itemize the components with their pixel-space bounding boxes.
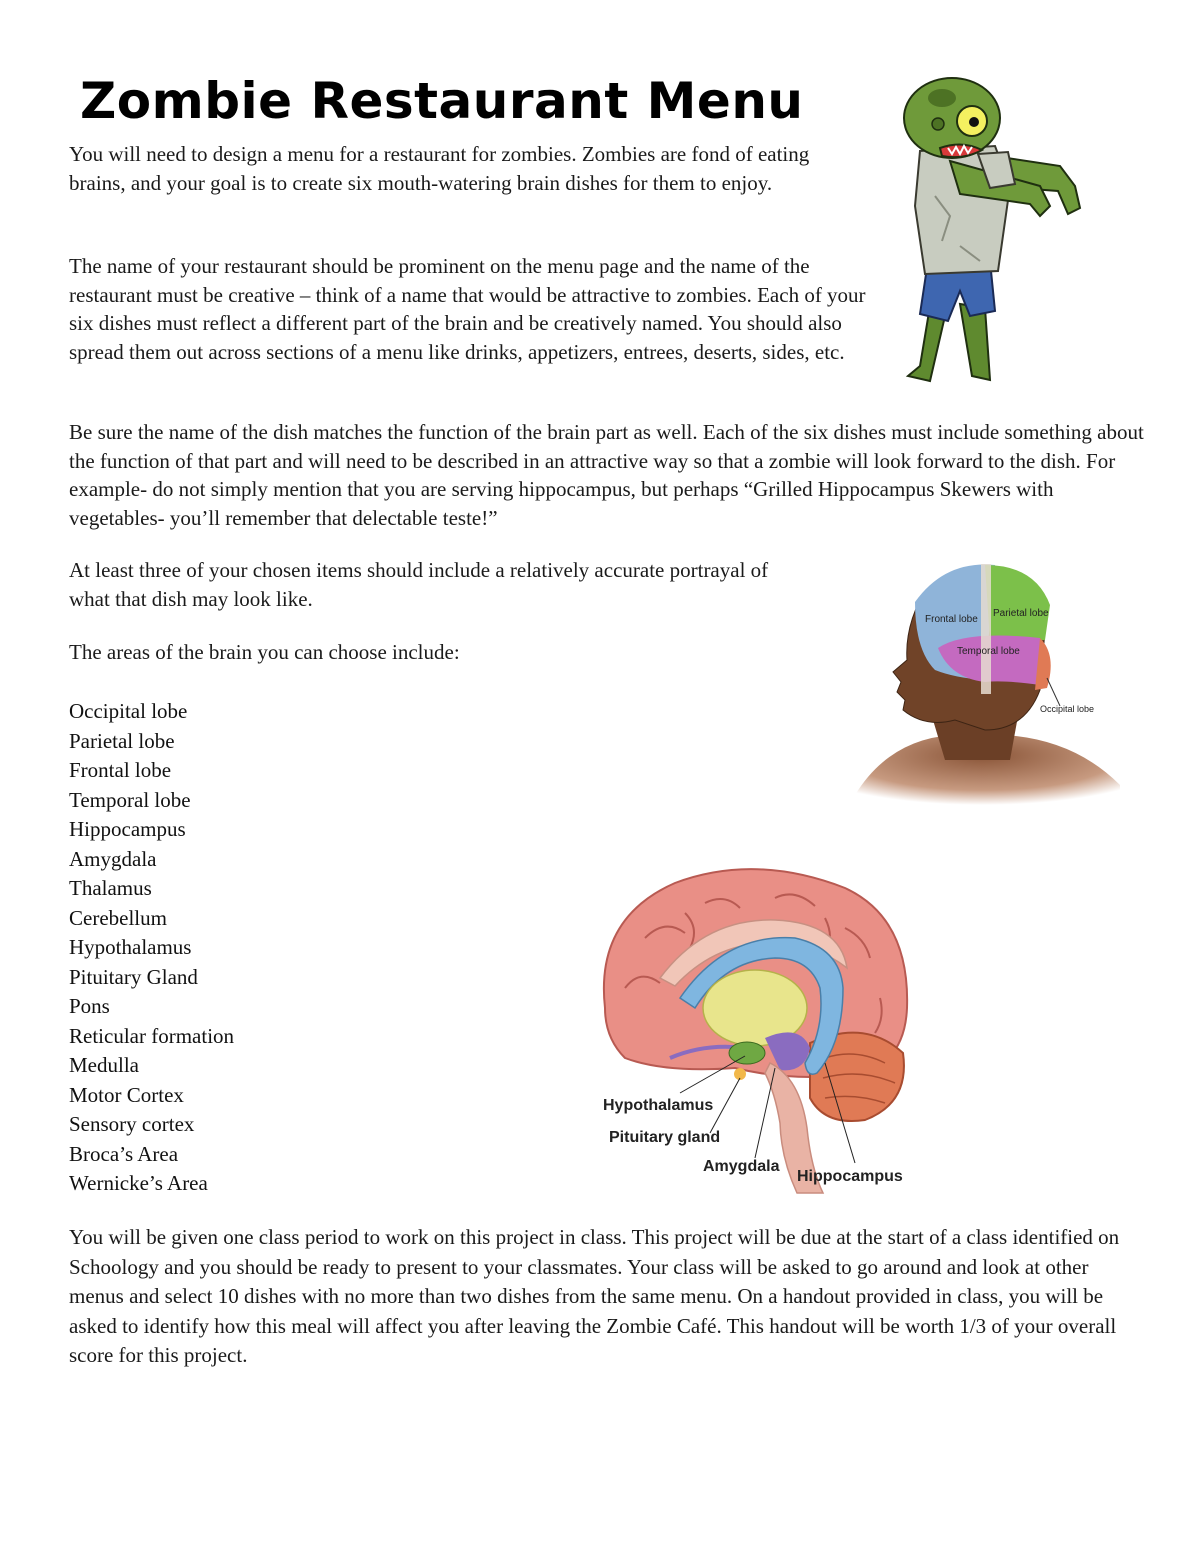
list-item: Pituitary Gland [69,964,198,989]
list-item: Parietal lobe [69,728,175,753]
list-item: Pons [69,994,110,1018]
list-item: Sensory cortex [69,1112,195,1136]
list-item: Cerebellum [69,905,167,930]
list-item: Hypothalamus [69,935,192,959]
list-item: Reticular formation [69,1023,235,1048]
intro-paragraph: You will need to design a menu for a restaurant for zombies. Zombies are fond of eating brains, and your goal is to create six mouth-watering brain dishes for them to enjoy. [69,142,810,195]
frontal-lobe-label: Frontal lobe [925,614,978,625]
temporal-lobe-label: Temporal lobe [957,646,1020,657]
hypothalamus-label: Hypothalamus [603,1097,714,1114]
amygdala-label: Amygdala [703,1158,780,1175]
list-item: Broca’s Area [69,1141,179,1166]
brain-section-diagram [585,858,925,1198]
hippocampus-label: Hippocampus [797,1168,903,1185]
list-item: Frontal lobe [69,758,172,782]
dish-function-paragraph: Be sure the name of the dish matches the function of the brain part as well. Each of the six dishes must include something about the function of that part and will need to be described in an attractive way so that a zombie will look forward to the dish. For example- do not simply mention that you are serving hippocampus, but perhaps “Grilled Hippocampus Skewers with vegetables- you’ll remember that delectable teste!” [69,420,1144,530]
parietal-lobe-label: Parietal lobe [993,608,1049,619]
portrayal-paragraph: At least three of your chosen items should include a relatively accurate portrayal of what that dish may look like. [69,558,769,611]
occipital-lobe-label: Occipital lobe [1040,704,1095,714]
list-item: Medulla [69,1053,139,1077]
closing-paragraph: You will be given one class period to work on this project in class. This project will be due at the start of a class identified on Schoology and you should be ready to present to your classmates. Your class will be asked to go around and look at other menus and select 10 dishes with no more than two dishes from the same menu. On a handout provided in class, you will be asked to identify how this meal will affect you after leaving the Zombie Café. This handout will be worth 1/3 of your overall score for this project. [69,1225,1120,1367]
brain-areas-list [69,697,234,1199]
list-item: Temporal lobe [69,787,191,812]
head-lobes-diagram [835,560,1125,805]
pituitary-gland-label: Pituitary gland [609,1129,721,1146]
list-item: Wernicke’s Area [69,1171,208,1195]
restaurant-name-paragraph: The name of your restaurant should be prominent on the menu page and the name of the restaurant must be creative – think of a name that would be attractive to zombies. Each of your six dishes must reflect a different part of the brain and be creatively named. You should also spread them out across sections of a menu like drinks, appetizers, entrees, deserts, sides, etc. [69,254,866,364]
list-item: Amygdala [69,846,157,871]
areas-intro: The areas of the brain you can choose include: [69,640,460,664]
list-item: Hippocampus [69,817,186,841]
list-item: Occipital lobe [69,699,188,723]
list-item: Motor Cortex [69,1082,184,1107]
list-item: Thalamus [69,876,152,900]
page-title: Zombie Restaurant Menu [80,72,804,130]
zombie-illustration [890,76,1100,386]
